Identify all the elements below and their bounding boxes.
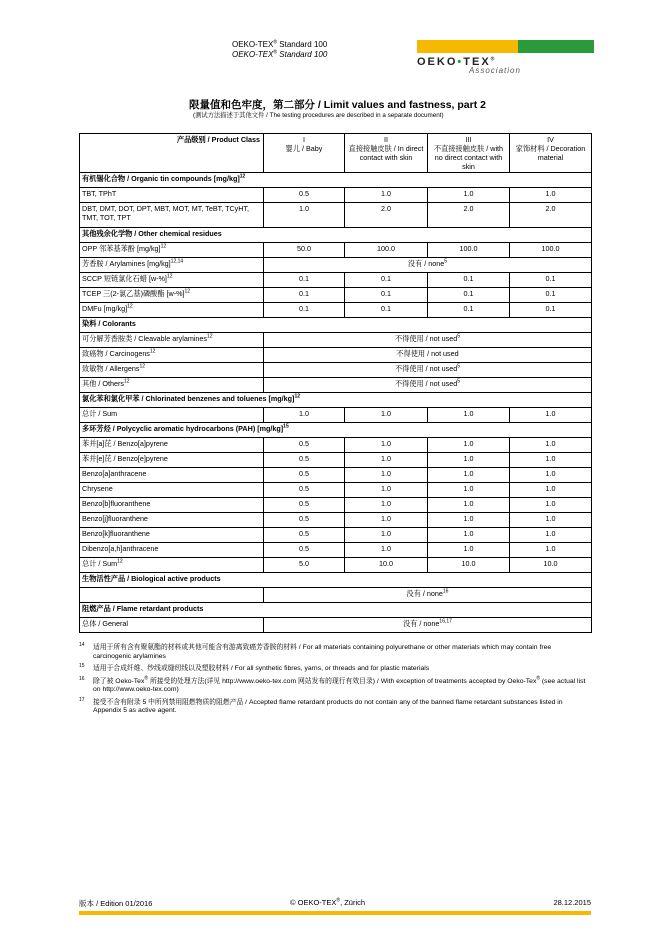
edition-label: 版本 / Edition 01/2016 bbox=[79, 899, 153, 908]
value-cell-class-1: 0.5 bbox=[264, 498, 345, 513]
section-row-organic-tin bbox=[80, 173, 592, 188]
value-cell-class-4: 1.0 bbox=[510, 453, 592, 468]
section-row-other-residues bbox=[80, 228, 592, 243]
class-ii-header: II 直接接触皮肤 / In direct contact with skin bbox=[345, 134, 428, 173]
footer-rule bbox=[79, 911, 591, 915]
value-cell-class-3: 10.0 bbox=[428, 558, 510, 573]
table-body bbox=[80, 173, 592, 633]
table-row bbox=[80, 453, 592, 468]
value-cell-class-2: 1.0 bbox=[345, 188, 428, 203]
value-cell-class-2: 0.1 bbox=[345, 288, 428, 303]
section-title: 多环芳烃 / Polycyclic aromatic hydrocarbons (PAH) $[mg/kg]^{15}$ bbox=[80, 423, 592, 438]
table-row bbox=[80, 203, 592, 228]
standard-line-1: OEKO-TEX® Standard 100 bbox=[232, 39, 328, 49]
table-row bbox=[80, 303, 592, 318]
value-cell-class-1: 1.0 bbox=[264, 408, 345, 423]
table-row bbox=[80, 408, 592, 423]
value-cell-class-3: 0.1 bbox=[428, 288, 510, 303]
class-iii-header: III 不直接接触皮肤 / with no direct contact with skin bbox=[428, 134, 510, 173]
value-cell-class-2: 1.0 bbox=[345, 483, 428, 498]
value-cell-class-1: 0.5 bbox=[264, 513, 345, 528]
table-row bbox=[80, 243, 592, 258]
row-label: Benzo[j]fluoranthene bbox=[80, 513, 264, 528]
merged-value-cell: 没有 / none$^{16}$ bbox=[264, 588, 592, 603]
value-cell-class-2: 1.0 bbox=[345, 513, 428, 528]
row-label bbox=[80, 588, 264, 603]
value-cell-class-3: 1.0 bbox=[428, 438, 510, 453]
footnote-16: 16 除了被 Oeko-Tex® 所接受的处理方法(详见 http://www.oeko-tex.com 网站发布的现行有效目录) / With exception of treatments accepted by Oeko-Tex® (see actual list on http://www.oeko-tex.com) bbox=[79, 675, 586, 693]
row-label: OPP 邻苯基苯酚 $[mg/kg]^{12}$ bbox=[80, 243, 264, 258]
merged-value-cell: 不得使用 / not used$^5$ bbox=[264, 333, 592, 348]
value-cell-class-1: 0.5 bbox=[264, 528, 345, 543]
table-row bbox=[80, 258, 592, 273]
value-cell-class-3: 1.0 bbox=[428, 468, 510, 483]
class-iv-header: IV 家饰材料 / Decoration material bbox=[510, 134, 592, 173]
row-label: Benzo[b]fluoranthene bbox=[80, 498, 264, 513]
section-title: 其他残余化学物 / Other chemical residues bbox=[80, 228, 592, 243]
table-row bbox=[80, 618, 592, 633]
value-cell-class-3: 1.0 bbox=[428, 513, 510, 528]
row-label: 致敏物 / Allergens$^{12}$ bbox=[80, 363, 264, 378]
logo-wordmark: OEKO•TEX® bbox=[417, 56, 497, 68]
row-label: 总计 / Sum bbox=[80, 408, 264, 423]
table-row bbox=[80, 188, 592, 203]
value-cell-class-3: 1.0 bbox=[428, 188, 510, 203]
value-cell-class-4: 0.1 bbox=[510, 303, 592, 318]
row-label: Dibenzo[a,h]anthracene bbox=[80, 543, 264, 558]
value-cell-class-1: 0.5 bbox=[264, 438, 345, 453]
value-cell-class-1: 1.0 bbox=[264, 203, 345, 228]
value-cell-class-1: 0.5 bbox=[264, 453, 345, 468]
page-title: 限量值和色牢度，第二部分 / Limit values and fastness, part 2 bbox=[189, 99, 486, 111]
value-cell-class-2: 2.0 bbox=[345, 203, 428, 228]
value-cell-class-2: 1.0 bbox=[345, 453, 428, 468]
row-label: DMFu $[mg/kg]^{12}$ bbox=[80, 303, 264, 318]
row-label: 总体 / General bbox=[80, 618, 264, 633]
section-title: 阻燃产品 / Flame retardant products bbox=[80, 603, 592, 618]
section-title: 有机锡化合物 / Organic tin compounds $[mg/kg]^{12}$ bbox=[80, 173, 592, 188]
value-cell-class-4: 2.0 bbox=[510, 203, 592, 228]
value-cell-class-4: 0.1 bbox=[510, 288, 592, 303]
table-row bbox=[80, 333, 592, 348]
table-row bbox=[80, 588, 592, 603]
value-cell-class-4: 1.0 bbox=[510, 408, 592, 423]
section-title: 氯化苯和氯化甲苯 / Chlorinated benzenes and toluenes $[mg/kg]^{12}$ bbox=[80, 393, 592, 408]
row-label: 总计 / Sum$^{12}$ bbox=[80, 558, 264, 573]
value-cell-class-1: 0.5 bbox=[264, 188, 345, 203]
value-cell-class-4: 10.0 bbox=[510, 558, 592, 573]
table-row bbox=[80, 468, 592, 483]
merged-value-cell: 不得使用 / not used$^5$ bbox=[264, 378, 592, 393]
value-cell-class-3: 2.0 bbox=[428, 203, 510, 228]
value-cell-class-4: 1.0 bbox=[510, 483, 592, 498]
section-row-flame bbox=[80, 603, 592, 618]
logo-association: Association bbox=[469, 66, 521, 75]
value-cell-class-4: 1.0 bbox=[510, 513, 592, 528]
value-cell-class-2: 1.0 bbox=[345, 543, 428, 558]
row-label: 可分解芳香胺类 / Cleavable arylamines$^{12}$ bbox=[80, 333, 264, 348]
value-cell-class-3: 1.0 bbox=[428, 453, 510, 468]
table-row bbox=[80, 363, 592, 378]
row-label: 芳香胺 / Arylamines $[mg/kg]^{12,14}$ bbox=[80, 258, 264, 273]
limit-values-table bbox=[79, 133, 592, 633]
merged-value-cell: 没有 / none$^{16,17}$ bbox=[264, 618, 592, 633]
value-cell-class-3: 0.1 bbox=[428, 303, 510, 318]
logo-color-bar bbox=[417, 40, 594, 53]
section-title: 染料 / Colorants bbox=[80, 318, 592, 333]
value-cell-class-2: 1.0 bbox=[345, 528, 428, 543]
table-row bbox=[80, 543, 592, 558]
footnote-17: 17 接受不含有附录 5 中所列禁用阻燃物质的阻燃产品 / Accepted flame retardant products do not contain any of the banned flame retardant substances listed in Appendix 5 as active agent. bbox=[79, 696, 563, 714]
product-class-header: 产品级别 / Product Class bbox=[80, 134, 264, 173]
table-row bbox=[80, 528, 592, 543]
value-cell-class-1: 0.1 bbox=[264, 288, 345, 303]
table-row bbox=[80, 498, 592, 513]
row-label: 致癌物 / Carcinogens$^{12}$ bbox=[80, 348, 264, 363]
value-cell-class-3: 1.0 bbox=[428, 408, 510, 423]
value-cell-class-3: 100.0 bbox=[428, 243, 510, 258]
value-cell-class-2: 1.0 bbox=[345, 408, 428, 423]
value-cell-class-4: 1.0 bbox=[510, 498, 592, 513]
copyright-label: © OEKO-TEX®, Zürich bbox=[290, 897, 366, 907]
value-cell-class-3: 1.0 bbox=[428, 483, 510, 498]
merged-value-cell: 不得使用 / not used bbox=[264, 348, 592, 363]
section-row-chlorinated bbox=[80, 393, 592, 408]
footnote-14: 14 适用于所有含有聚氨酯的材料或其他可能含有游离致癌芳香胺的材料 / For all materials containing polyurethane or other materials which may contain free carcinogenic arylamines bbox=[79, 642, 552, 660]
standard-header bbox=[232, 40, 327, 60]
value-cell-class-2: 10.0 bbox=[345, 558, 428, 573]
value-cell-class-1: 0.5 bbox=[264, 468, 345, 483]
value-cell-class-4: 1.0 bbox=[510, 438, 592, 453]
row-label: TBT, TPhT bbox=[80, 188, 264, 203]
value-cell-class-2: 1.0 bbox=[345, 438, 428, 453]
value-cell-class-4: 1.0 bbox=[510, 188, 592, 203]
value-cell-class-4: 1.0 bbox=[510, 468, 592, 483]
table-row bbox=[80, 288, 592, 303]
value-cell-class-3: 0.1 bbox=[428, 273, 510, 288]
class-i-header: I 婴儿 / Baby bbox=[264, 134, 345, 173]
row-label: Benzo[k]fluoranthene bbox=[80, 528, 264, 543]
value-cell-class-4: 100.0 bbox=[510, 243, 592, 258]
value-cell-class-1: 5.0 bbox=[264, 558, 345, 573]
section-row-biological bbox=[80, 573, 592, 588]
value-cell-class-2: 0.1 bbox=[345, 303, 428, 318]
value-cell-class-3: 1.0 bbox=[428, 498, 510, 513]
value-cell-class-1: 0.5 bbox=[264, 543, 345, 558]
table-header-row bbox=[80, 134, 592, 173]
row-label: Benzo[a]anthracene bbox=[80, 468, 264, 483]
oeko-tex-logo bbox=[417, 40, 594, 75]
section-row-pah bbox=[80, 423, 592, 438]
row-label: 苯并[a]芘 / Benzo[a]pyrene bbox=[80, 438, 264, 453]
value-cell-class-3: 1.0 bbox=[428, 528, 510, 543]
table-row bbox=[80, 348, 592, 363]
table-row bbox=[80, 438, 592, 453]
page-subtitle: (测试方法描述于其他文件 / The testing procedures are described in a separate document) bbox=[193, 112, 444, 119]
value-cell-class-3: 1.0 bbox=[428, 543, 510, 558]
row-label: Chrysene bbox=[80, 483, 264, 498]
table-row bbox=[80, 483, 592, 498]
value-cell-class-1: 0.5 bbox=[264, 483, 345, 498]
value-cell-class-4: 1.0 bbox=[510, 543, 592, 558]
value-cell-class-1: 0.1 bbox=[264, 303, 345, 318]
row-label: 其他 / Others$^{12}$ bbox=[80, 378, 264, 393]
table-row bbox=[80, 513, 592, 528]
merged-value-cell: 不得使用 / not used$^5$ bbox=[264, 363, 592, 378]
footnote-15: 15 适用于合成纤维、纱线或缝纫线以及塑胶材料 / For all synthetic fibres, yarns, or threads and for plastic materials bbox=[79, 663, 430, 672]
value-cell-class-2: 0.1 bbox=[345, 273, 428, 288]
value-cell-class-2: 100.0 bbox=[345, 243, 428, 258]
row-label: 苯并[e]芘 / Benzo[e]pyrene bbox=[80, 453, 264, 468]
value-cell-class-1: 50.0 bbox=[264, 243, 345, 258]
section-title: 生物活性产品 / Biological active products bbox=[80, 573, 592, 588]
row-label: TCEP 三(2-氯乙基)磷酸酯 $[w-\%]^{12}$ bbox=[80, 288, 264, 303]
row-label: DBT, DMT, DOT, DPT, MBT, MOT, MT, TeBT, TCyHT, TMT, TOT, TPT bbox=[80, 203, 264, 228]
value-cell-class-1: 0.1 bbox=[264, 273, 345, 288]
date-label: 28.12.2015 bbox=[553, 898, 591, 907]
value-cell-class-4: 0.1 bbox=[510, 273, 592, 288]
table-row bbox=[80, 378, 592, 393]
section-row-colorants bbox=[80, 318, 592, 333]
row-label: SCCP 短链氯化石蜡 $[w-\%]^{12}$ bbox=[80, 273, 264, 288]
merged-value-cell: 没有 / none$^5$ bbox=[264, 258, 592, 273]
standard-line-2: OEKO-TEX® Standard 100 bbox=[232, 49, 328, 59]
table-row bbox=[80, 273, 592, 288]
value-cell-class-2: 1.0 bbox=[345, 498, 428, 513]
footnotes bbox=[79, 644, 591, 720]
page-footer bbox=[79, 898, 591, 915]
value-cell-class-4: 1.0 bbox=[510, 528, 592, 543]
value-cell-class-2: 1.0 bbox=[345, 468, 428, 483]
table-row bbox=[80, 558, 592, 573]
